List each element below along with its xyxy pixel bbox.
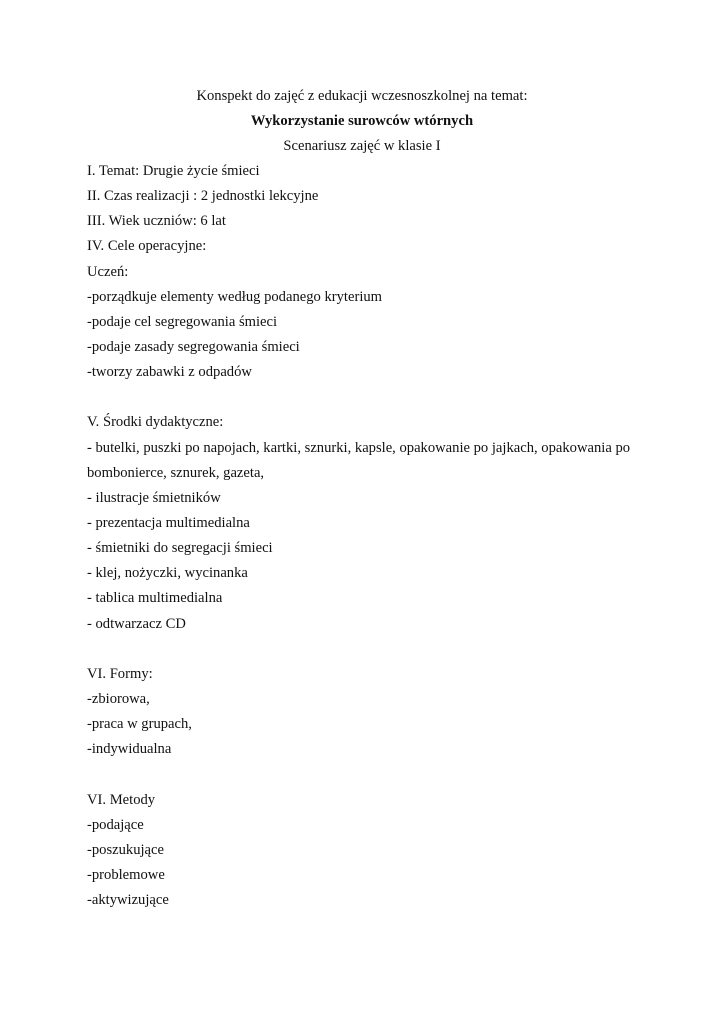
resources-heading: V. Środki dydaktyczne: (87, 414, 224, 430)
resource-item: - ilustracje śmietników (87, 490, 221, 506)
goal-item: -podaje zasady segregowania śmieci (87, 339, 300, 355)
method-item: -poszukujące (87, 842, 164, 858)
method-item: -aktywizujące (87, 892, 169, 908)
goal-item: -porządkuje elementy według podanego kryterium (87, 289, 383, 305)
topic-line: I. Temat: Drugie życie śmieci (87, 163, 260, 179)
goal-item: -podaje cel segregowania śmieci (87, 314, 278, 330)
resource-item: - śmietniki do segregacji śmieci (87, 540, 273, 556)
form-item: -praca w grupach, (87, 716, 192, 732)
student-label: Uczeń: (87, 264, 129, 280)
resource-item: bombonierce, sznurek, gazeta, (87, 465, 265, 481)
document-title: Wykorzystanie surowców wtórnych (250, 113, 474, 129)
document-subtitle: Scenariusz zajęć w klasie I (283, 138, 441, 154)
methods-heading: VI. Metody (87, 792, 156, 808)
resource-item: - tablica multimedialna (87, 590, 223, 606)
goals-heading: IV. Cele operacyjne: (87, 238, 207, 254)
method-item: -podające (87, 817, 144, 833)
form-item: -indywidualna (87, 741, 172, 757)
method-item: -problemowe (87, 867, 165, 883)
form-item: -zbiorowa, (87, 691, 150, 707)
goal-item: -tworzy zabawki z odpadów (87, 364, 252, 380)
age-line: III. Wiek uczniów: 6 lat (87, 213, 226, 229)
document-intro: Konspekt do zajęć z edukacji wczesnoszkolnej na temat: (196, 88, 528, 104)
resource-item: - prezentacja multimedialna (87, 515, 250, 531)
resource-item: - odtwarzacz CD (87, 616, 186, 632)
resource-item: - klej, nożyczki, wycinanka (87, 565, 248, 581)
forms-heading: VI. Formy: (87, 666, 153, 682)
resource-item: - butelki, puszki po napojach, kartki, sznurki, kapsle, opakowanie po jajkach, opakowania po (87, 440, 631, 456)
duration-line: II. Czas realizacji : 2 jednostki lekcyjne (87, 188, 319, 204)
